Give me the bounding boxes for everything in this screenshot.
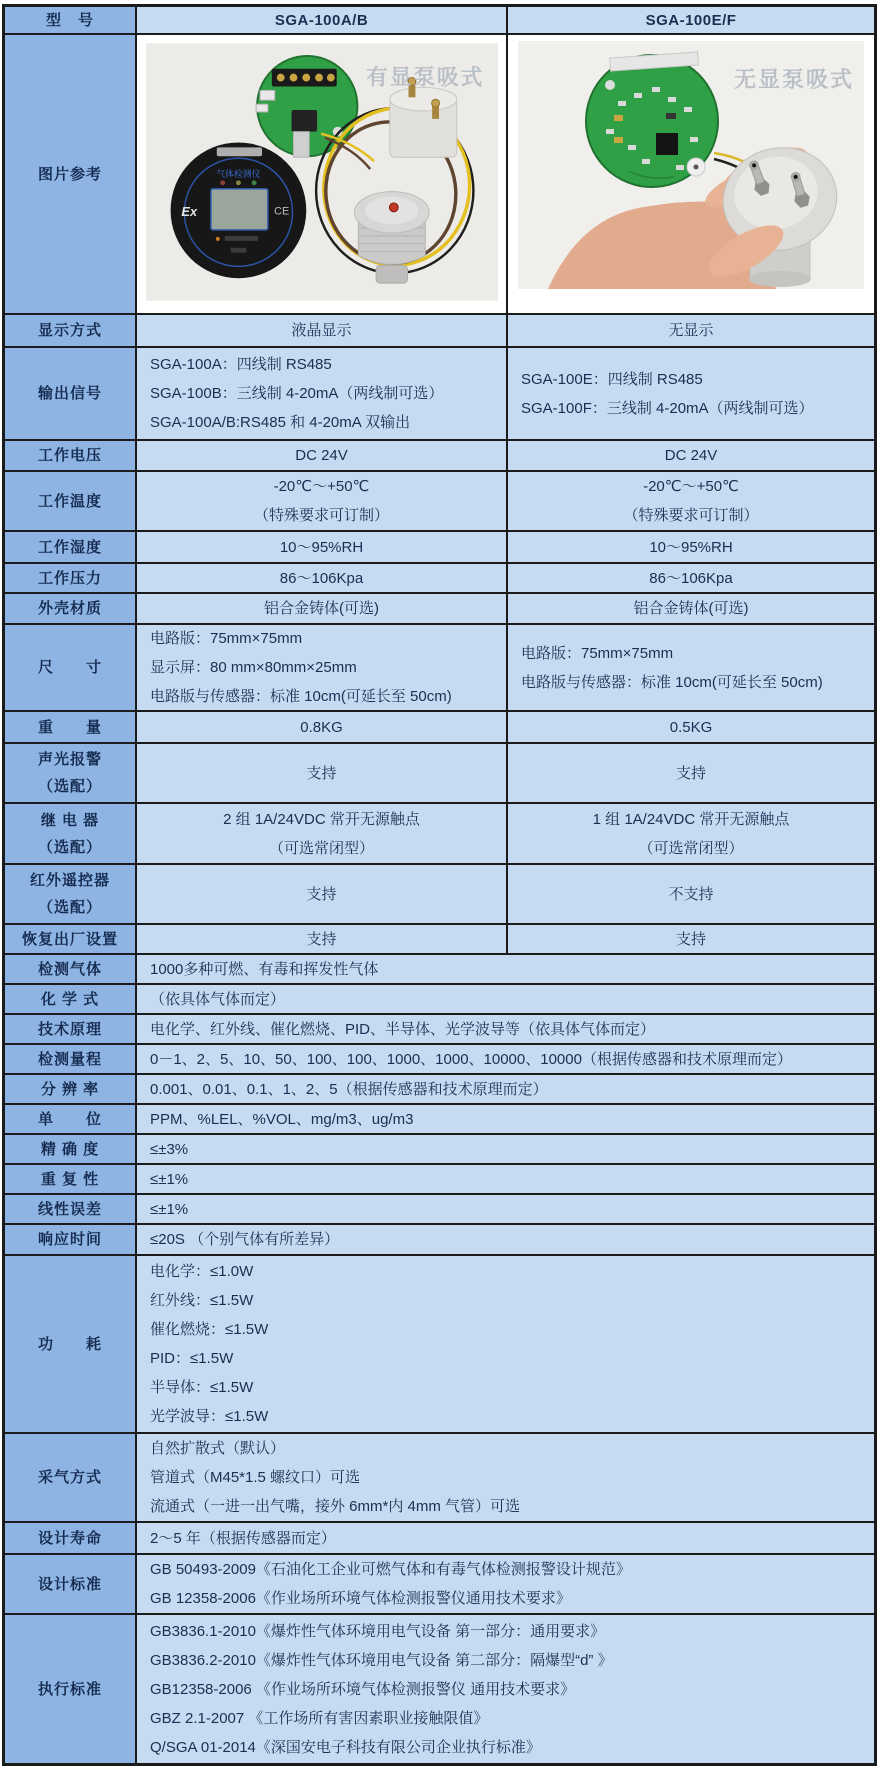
- row-label-text: 显示方式: [37, 322, 102, 339]
- row-value-text: ≤±1%: [150, 1200, 189, 1218]
- row-value-text: 半导体：≤1.5W: [150, 1379, 254, 1396]
- row-label-resolution: [5, 1075, 137, 1103]
- row-label-display-mode: [5, 315, 137, 346]
- row-label-factory-reset: [5, 925, 137, 953]
- row-value-text: 电路版：75mm×75mm: [521, 644, 674, 662]
- row-label-working-voltage: [5, 441, 137, 470]
- row-value-text: GB3836.2-2010《爆炸性气体环境用电气设备 第二部分：隔爆型“d” 》: [150, 1651, 613, 1669]
- row-label-detection-range: [5, 1045, 137, 1073]
- row-value-text: Q/SGA 01-2014《深国安电子科技有限公司企业执行标准》: [150, 1738, 541, 1756]
- row-value-text: 电化学、红外线、催化燃烧、PID、半导体、光学波导等（依具体气体而定）: [150, 1020, 656, 1038]
- row-value-text: 支持: [306, 764, 337, 782]
- row-label-text: 单 位: [37, 1110, 102, 1128]
- row-value-text: GB12358-2006 《作业场所环境气体检测报警仪 通用技术要求》: [150, 1680, 576, 1698]
- row-value-text: 10～95%RH: [649, 538, 733, 556]
- row-label-text: 设计寿命: [37, 1529, 102, 1547]
- spec-row-response-time: [5, 1223, 874, 1254]
- row-value-text: SGA-100B：三线制 4-20mA（两线制可选）: [150, 385, 444, 402]
- row-label-relay: [5, 804, 137, 863]
- row-label-text: 重 复 性: [40, 1170, 100, 1188]
- detector-title-text: 气体检测仪: [215, 168, 261, 179]
- row-value-power-consumption: [137, 1256, 874, 1432]
- row-value-text: 红外线：≤1.5W: [150, 1292, 254, 1309]
- row-label-working-temperature: [5, 472, 137, 530]
- row-label-working-pressure: [5, 564, 137, 592]
- row-label-text: 重 量: [37, 718, 102, 736]
- row-label-detected-gases: [5, 955, 137, 983]
- model-col2-header-text: SGA-100E/F: [645, 11, 737, 29]
- row-label-text: 化 学 式: [40, 990, 100, 1008]
- row-value-detected-gases: [137, 955, 874, 983]
- spec-row-working-humidity: [5, 530, 874, 562]
- spec-table: [2, 4, 877, 1766]
- row-value-text: SGA-100E：四线制 RS485: [521, 370, 703, 388]
- row-value-factory-reset-col1: [137, 925, 508, 953]
- row-label-text: 采气方式: [37, 1469, 102, 1486]
- row-value-text: GB 12358-2006《作业场所环境气体检测报警仪通用技术要求》: [150, 1590, 571, 1607]
- row-value-text: （可选常闭型）: [268, 839, 374, 857]
- row-label-working-humidity: [5, 532, 137, 562]
- row-value-working-voltage-col2: [508, 441, 874, 470]
- model-header-label-text: 型 号: [45, 11, 94, 29]
- row-label-text: 检测量程: [37, 1050, 102, 1068]
- row-value-text: DC 24V: [295, 447, 348, 464]
- spec-row-execution-standards: [5, 1613, 874, 1763]
- row-value-chemical-formula: [137, 985, 874, 1013]
- row-label-design-life: [5, 1523, 137, 1553]
- row-value-ir-remote-col2: [508, 865, 874, 923]
- spec-row-display-mode: [5, 313, 874, 346]
- row-label-response-time: [5, 1225, 137, 1254]
- ce-mark: CE: [273, 205, 289, 218]
- row-label-text: （选配）: [37, 899, 102, 916]
- row-value-text: 无显示: [668, 322, 714, 339]
- row-value-text: GB 50493-2009《石油化工企业可燃气体和有毒气体检测报警设计规范》: [150, 1561, 631, 1578]
- row-value-working-pressure-col2: [508, 564, 874, 592]
- row-value-text: 自然扩散式（默认）: [150, 1440, 286, 1457]
- row-label-text: 继 电 器: [40, 811, 100, 829]
- row-label-technical-principle: [5, 1015, 137, 1043]
- row-value-text: SGA-100A/B:RS485 和 4-20mA 双输出: [150, 414, 411, 431]
- row-value-text: 86～106Kpa: [649, 569, 733, 587]
- row-value-display-mode-col1: [137, 315, 508, 346]
- row-value-dimensions-col1: [137, 625, 508, 710]
- row-label-power-consumption: [5, 1256, 137, 1432]
- model-header-row: [5, 7, 874, 33]
- row-value-text: 0－1、2、5、10、50、100、100、1000、1000、10000、10000（根据传感器和技术原理而定）: [150, 1050, 792, 1068]
- product-photo-sga100ab: [146, 41, 498, 303]
- row-value-text: GBZ 2.1-2007 《工作场所有害因素职业接触限值》: [150, 1709, 489, 1727]
- row-label-text: 声光报警: [37, 751, 102, 768]
- lcd-detector: [170, 143, 306, 279]
- spec-row-shell-material: [5, 592, 874, 623]
- row-value-working-voltage-col1: [137, 441, 508, 470]
- row-value-text: PID：≤1.5W: [150, 1350, 234, 1367]
- row-value-text: （依具体气体而定）: [150, 990, 286, 1008]
- spec-row-factory-reset: [5, 923, 874, 953]
- row-value-relay-col2: [508, 804, 874, 863]
- row-value-text: PPM、%LEL、%VOL、mg/m3、ug/m3: [150, 1110, 414, 1128]
- image-reference-row: [5, 33, 874, 313]
- row-value-output-signal-col1: [137, 348, 508, 439]
- row-value-text: （特殊要求可订制）: [253, 507, 389, 524]
- row-value-weight-col1: [137, 712, 508, 742]
- row-value-text: 2 组 1A/24VDC 常开无源触点: [223, 810, 420, 828]
- row-value-text: 不支持: [668, 885, 714, 903]
- spec-row-detected-gases: [5, 953, 874, 983]
- row-value-text: 电路版：75mm×75mm: [150, 630, 303, 647]
- watermark-text-ab: 有显泵吸式: [365, 64, 484, 90]
- product-photo-cell-sga100ef: [508, 35, 874, 313]
- row-value-repeatability: [137, 1165, 874, 1193]
- spec-row-chemical-formula: [5, 983, 874, 1013]
- row-value-text: 催化燃烧：≤1.5W: [150, 1321, 269, 1338]
- spec-row-weight: [5, 710, 874, 742]
- row-label-text: 检测气体: [37, 960, 102, 978]
- row-value-text: SGA-100A：四线制 RS485: [150, 356, 332, 373]
- product-photo-cell-sga100ab: [137, 35, 508, 313]
- row-value-linearity-error: [137, 1195, 874, 1223]
- row-label-shell-material: [5, 594, 137, 623]
- spec-row-working-pressure: [5, 562, 874, 592]
- row-value-execution-standards: [137, 1615, 874, 1763]
- row-label-ir-remote: [5, 865, 137, 923]
- spec-row-technical-principle: [5, 1013, 874, 1043]
- row-value-working-humidity-col1: [137, 532, 508, 562]
- row-label-text: 线性误差: [37, 1200, 102, 1218]
- row-label-text: 精 确 度: [40, 1140, 100, 1158]
- row-value-text: 光学波导：≤1.5W: [150, 1408, 269, 1425]
- spec-row-ir-remote: [5, 863, 874, 923]
- row-value-text: 86～106Kpa: [279, 569, 364, 587]
- spec-row-power-consumption: [5, 1254, 874, 1432]
- row-value-working-pressure-col1: [137, 564, 508, 592]
- row-label-text: 工作电压: [37, 447, 102, 464]
- row-value-text: 10～95%RH: [279, 538, 364, 556]
- watermark-text-ef: 无显泵吸式: [733, 67, 854, 92]
- row-label-text: （选配）: [37, 778, 102, 795]
- row-value-display-mode-col2: [508, 315, 874, 346]
- spec-row-unit: [5, 1103, 874, 1133]
- row-label-text: 外壳材质: [37, 600, 102, 617]
- row-label-linearity-error: [5, 1195, 137, 1223]
- row-value-relay-col1: [137, 804, 508, 863]
- row-value-text: 电路版与传感器：标准 10cm(可延长至 50cm): [150, 688, 452, 705]
- row-label-weight: [5, 712, 137, 742]
- row-value-response-time: [137, 1225, 874, 1254]
- row-label-text: 分 辨 率: [40, 1080, 100, 1098]
- row-label-accuracy: [5, 1135, 137, 1163]
- row-value-sound-light-alarm-col1: [137, 744, 508, 802]
- row-value-output-signal-col2: [508, 348, 874, 439]
- row-value-text: 支持: [306, 930, 337, 948]
- image-row-label: [5, 35, 137, 313]
- row-value-accuracy: [137, 1135, 874, 1163]
- row-label-text: 执行标准: [37, 1680, 102, 1698]
- ex-mark: Ex: [180, 204, 197, 220]
- row-label-text: 工作温度: [37, 492, 102, 510]
- row-value-text: ≤±3%: [150, 1140, 189, 1158]
- row-value-dimensions-col2: [508, 625, 874, 710]
- row-value-text: 0.001、0.01、0.1、1、2、5（根据传感器和技术原理而定）: [150, 1080, 548, 1098]
- spec-row-design-standards: [5, 1553, 874, 1613]
- row-label-design-standards: [5, 1555, 137, 1613]
- row-value-text: （可选常闭型）: [638, 839, 744, 857]
- row-label-text: 响应时间: [37, 1231, 102, 1248]
- row-value-technical-principle: [137, 1015, 874, 1043]
- row-value-text: 支持: [675, 930, 706, 948]
- spec-row-accuracy: [5, 1133, 874, 1163]
- row-label-text: 输出信号: [37, 385, 102, 402]
- row-value-working-humidity-col2: [508, 532, 874, 562]
- spec-row-sampling-method: [5, 1432, 874, 1521]
- row-value-weight-col2: [508, 712, 874, 742]
- row-value-text: 显示屏：80 mm×80mm×25mm: [150, 659, 357, 676]
- row-label-output-signal: [5, 348, 137, 439]
- row-label-text: 功 耗: [37, 1335, 102, 1353]
- model-header-label: [5, 7, 137, 33]
- model-col1-header: [137, 7, 508, 33]
- row-value-text: 1000多种可燃、有毒和挥发性气体: [150, 960, 379, 978]
- row-value-text: 0.8KG: [300, 718, 343, 736]
- row-value-text: 电路版与传感器：标准 10cm(可延长至 50cm): [521, 673, 823, 691]
- model-col2-header: [508, 7, 874, 33]
- spec-row-detection-range: [5, 1043, 874, 1073]
- row-value-text: 管道式（M45*1.5 螺纹口）可选: [150, 1469, 361, 1486]
- row-value-design-standards: [137, 1555, 874, 1613]
- spec-row-working-temperature: [5, 470, 874, 530]
- row-label-text: 技术原理: [37, 1020, 102, 1038]
- row-value-text: （特殊要求可订制）: [623, 507, 759, 524]
- row-value-text: GB3836.1-2010《爆炸性气体环境用电气设备 第一部分：通用要求》: [150, 1622, 606, 1640]
- spec-row-sound-light-alarm: [5, 742, 874, 802]
- model-col1-header-text: SGA-100A/B: [274, 11, 369, 29]
- row-label-text: 尺 寸: [37, 659, 102, 676]
- row-value-text: ≤±1%: [150, 1170, 189, 1188]
- spec-rows-container: [5, 313, 874, 1763]
- spec-row-design-life: [5, 1521, 874, 1553]
- row-value-text: 支持: [675, 764, 706, 782]
- row-value-resolution: [137, 1075, 874, 1103]
- spec-row-resolution: [5, 1073, 874, 1103]
- row-value-text: ≤20S （个别气体有所差异）: [150, 1231, 340, 1248]
- row-value-text: 液晶显示: [291, 322, 352, 339]
- row-value-text: -20℃～+50℃: [273, 478, 370, 495]
- row-value-text: 电化学：≤1.0W: [150, 1263, 254, 1280]
- product-photo-sga100ef: [518, 41, 864, 289]
- spec-row-linearity-error: [5, 1193, 874, 1223]
- row-value-sound-light-alarm-col2: [508, 744, 874, 802]
- row-value-unit: [137, 1105, 874, 1133]
- row-value-text: 1 组 1A/24VDC 常开无源触点: [592, 810, 790, 828]
- row-value-working-temperature-col2: [508, 472, 874, 530]
- row-label-repeatability: [5, 1165, 137, 1193]
- row-label-text: （选配）: [37, 838, 102, 856]
- row-value-text: 流通式（一进一出气嘴，接外 6mm*内 4mm 气管）可选: [150, 1498, 521, 1515]
- row-value-factory-reset-col2: [508, 925, 874, 953]
- row-label-text: 设计标准: [37, 1575, 102, 1593]
- row-value-text: DC 24V: [664, 447, 718, 464]
- spec-row-working-voltage: [5, 439, 874, 470]
- row-value-design-life: [137, 1523, 874, 1553]
- row-value-text: 铝合金铸体(可选): [264, 600, 379, 617]
- spec-row-output-signal: [5, 346, 874, 439]
- row-label-text: 工作压力: [37, 569, 102, 587]
- row-value-text: 0.5KG: [669, 718, 713, 736]
- row-label-sampling-method: [5, 1434, 137, 1521]
- row-value-text: SGA-100F：三线制 4-20mA（两线制可选）: [521, 399, 814, 417]
- row-label-dimensions: [5, 625, 137, 710]
- row-value-text: -20℃～+50℃: [643, 478, 739, 495]
- spec-row-repeatability: [5, 1163, 874, 1193]
- row-value-sampling-method: [137, 1434, 874, 1521]
- row-value-working-temperature-col1: [137, 472, 508, 530]
- row-value-text: 铝合金铸体(可选): [633, 600, 749, 617]
- row-label-text: 红外遥控器: [29, 872, 110, 889]
- spec-row-dimensions: [5, 623, 874, 710]
- row-value-ir-remote-col1: [137, 865, 508, 923]
- row-label-unit: [5, 1105, 137, 1133]
- row-value-text: 2～5 年（根据传感器而定）: [150, 1529, 336, 1547]
- row-label-execution-standards: [5, 1615, 137, 1763]
- row-label-text: 工作湿度: [37, 538, 102, 556]
- spec-row-relay: [5, 802, 874, 863]
- row-value-detection-range: [137, 1045, 874, 1073]
- row-label-text: 恢复出厂设置: [21, 930, 118, 948]
- row-label-chemical-formula: [5, 985, 137, 1013]
- row-value-shell-material-col2: [508, 594, 874, 623]
- row-value-text: 支持: [306, 885, 337, 903]
- image-row-label-text: 图片参考: [37, 165, 102, 183]
- row-label-sound-light-alarm: [5, 744, 137, 802]
- row-value-shell-material-col1: [137, 594, 508, 623]
